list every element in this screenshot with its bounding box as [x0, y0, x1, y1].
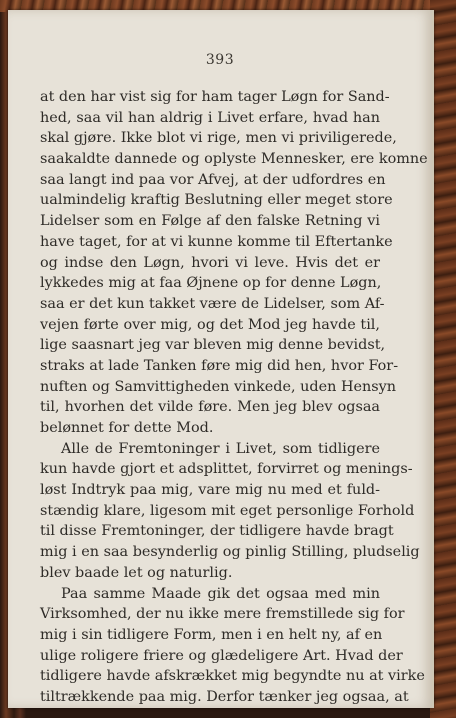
- text-line: saa er det kun takket være de Lidelser, som Af-: [40, 295, 385, 312]
- text-line: Virksomhed, der nu ikke mere fremstillede sig for: [40, 606, 405, 623]
- text-line: saakaldte dannede og oplyste Mennesker, ere komne: [40, 151, 428, 168]
- text-line: at den har vist sig for ham tager Løgn for Sand-: [40, 89, 390, 105]
- text-line: nuften og Samvittigheden vinkede, uden Hensyn: [40, 378, 397, 395]
- body-text: [40, 87, 428, 708]
- text-line: straks at lade Tanken føre mig did hen, hvor For-: [40, 357, 399, 374]
- text-line: saa langt ind paa vor Afvej, at der udfordres en: [40, 171, 386, 188]
- text-line: ualmindelig kraftig Beslutning eller meget store: [40, 192, 393, 209]
- text-line: mig i sin tidligere Form, men i en helt ny, af en: [40, 626, 383, 643]
- page-number: 393: [205, 52, 235, 68]
- text-line: Alle de Fremtoninger i Livet, som tidligere: [61, 440, 380, 457]
- text-line: vejen førte over mig, og det Mod jeg havde til,: [40, 316, 380, 333]
- text-line: ulige roligere friere og glædeligere Art. Hvad der: [40, 647, 403, 664]
- text-line: og indse den Løgn, hvori vi leve. Hvis det er: [40, 254, 380, 271]
- text-line: til disse Fremtoninger, der tidligere havde bragt: [40, 523, 394, 540]
- text-line: lykkedes mig at faa Øjnene op for denne Løgn,: [40, 275, 382, 292]
- text-line: blev baade let og naturlig.: [40, 564, 233, 581]
- book-page: [8, 10, 434, 708]
- text-line: have taget, for at vi kunne komme til Eftertanke: [40, 233, 393, 250]
- text-line: mig i en saa besynderlig og pinlig Stilling, pludselig: [40, 544, 420, 561]
- text-line: skal gjøre. Ikke blot vi rige, men vi priviligerede,: [40, 130, 397, 147]
- text-line: tiltrækkende paa mig. Derfor tænker jeg ogsaa, at: [40, 688, 409, 705]
- text-line: Lidelser som en Følge af den falske Retning vi: [40, 213, 380, 230]
- text-line: lige saasnart jeg var bleven mig denne bevidst,: [40, 337, 386, 354]
- text-line: løst Indtryk paa mig, vare mig nu med et fuld-: [40, 482, 380, 499]
- text-line: belønnet for dette Mod.: [40, 420, 214, 436]
- text-line: Paa samme Maade gik det ogsaa med min: [61, 585, 380, 602]
- text-line: kun havde gjort et adsplittet, forvirret og menings-: [40, 461, 413, 478]
- text-line: hed, saa vil han aldrig i Livet erfare, hvad han: [40, 109, 380, 126]
- text-line: tidligere havde afskrækket mig begyndte nu at virke: [40, 668, 425, 685]
- text-line: til, hvorhen det vilde føre. Men jeg blev ogsaa: [40, 399, 380, 416]
- text-line: stændig klare, ligesom mit eget personlige Forhold: [40, 502, 415, 519]
